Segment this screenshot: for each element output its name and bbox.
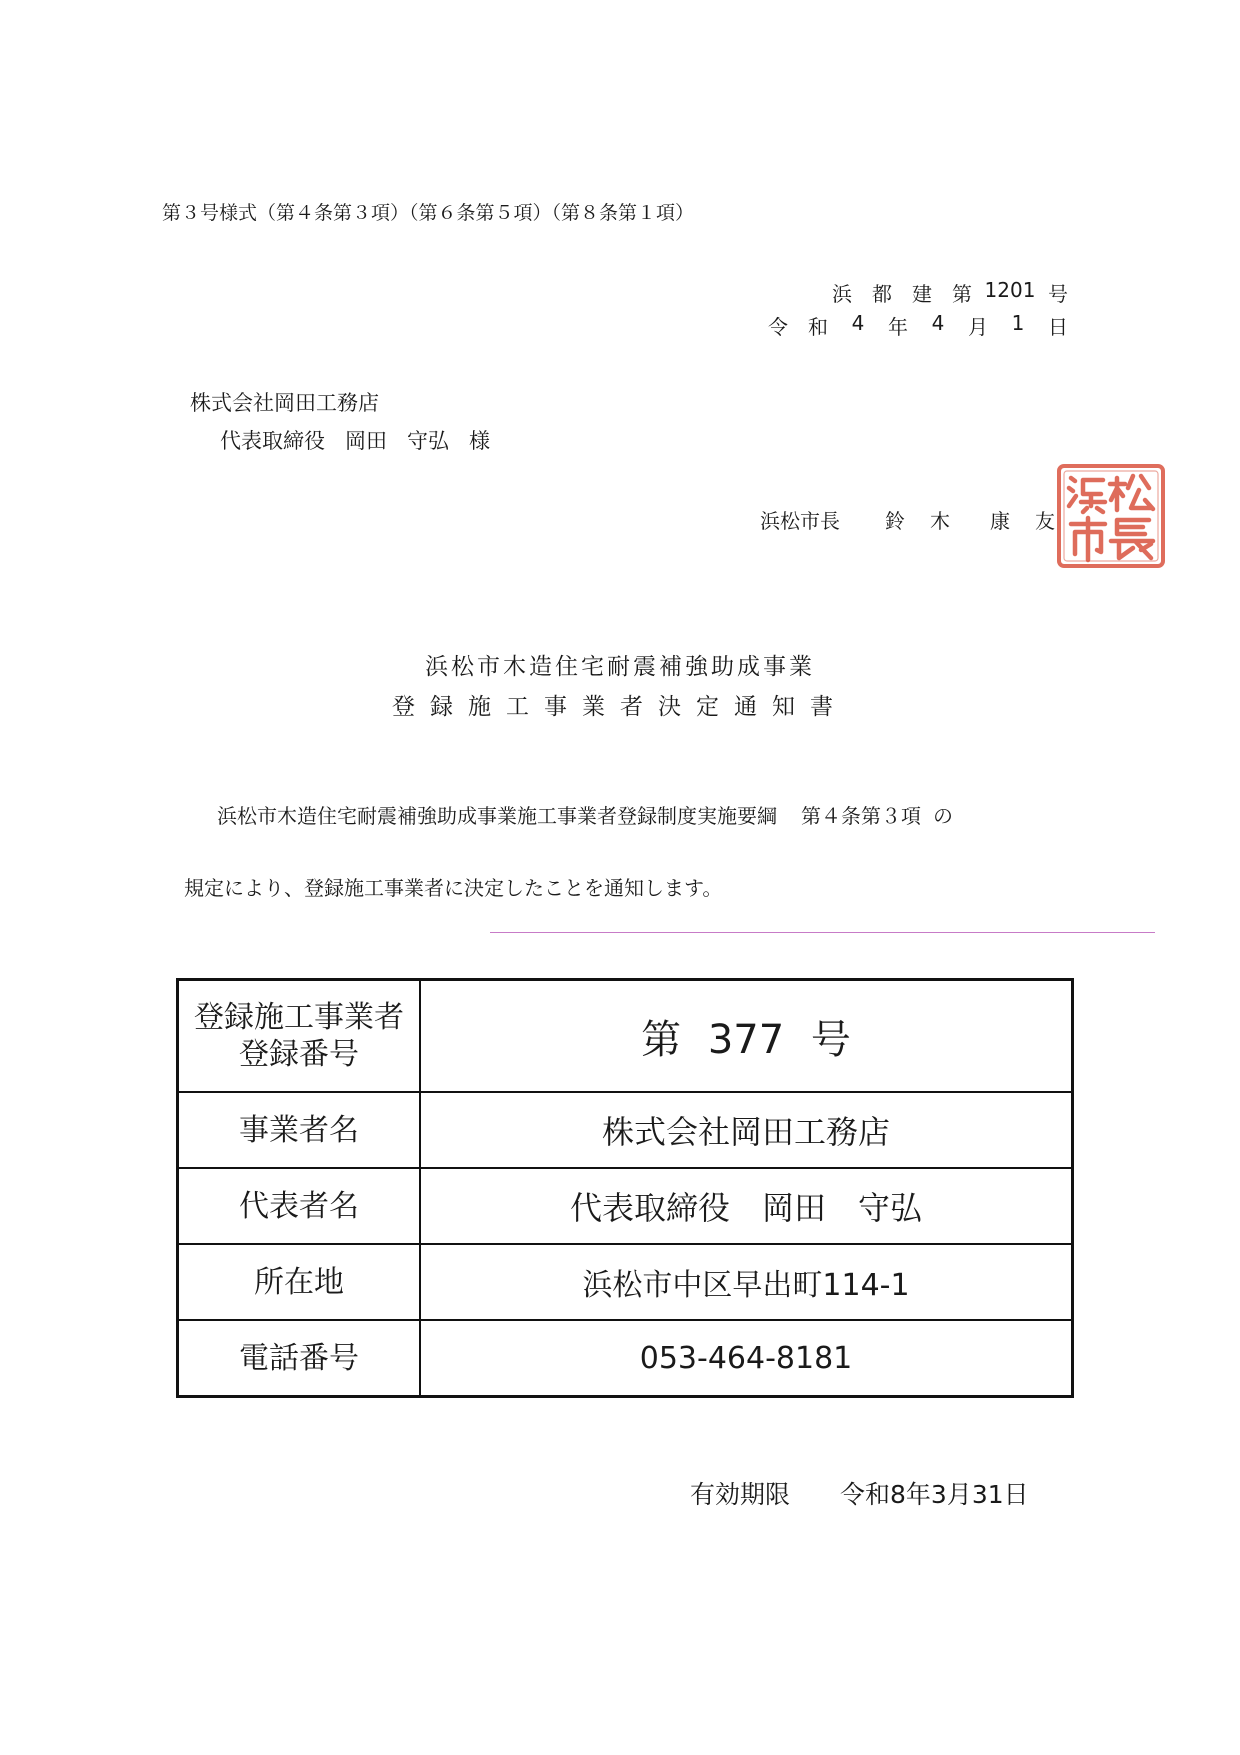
doc-date-part: 日 [1048,315,1068,339]
doc-date-part: 月 [968,315,988,339]
addressee-company: 株式会社岡田工務店 [190,391,379,415]
representative-family-name: 岡田 [761,1189,826,1227]
document-number [822,278,1078,307]
registration-table [176,978,1074,1398]
body-text-line-1 [217,800,953,829]
doc-number-part: 1201 [984,278,1036,302]
validity-period [690,1475,1029,1511]
doc-date-part: 4 [931,311,945,335]
issuer-name-char: 友 [1035,509,1055,533]
representative-label: 代表者名 [178,1168,421,1244]
issuer-name-char: 康 [990,509,1010,533]
label-line: 登録施工事業者 [194,1000,404,1035]
body-article-ref: 第４条第３項 [801,804,921,828]
doc-date-part: 令 [768,315,788,339]
doc-number-part: 号 [1048,282,1068,306]
company-name-value: 株式会社岡田工務店 [420,1092,1073,1168]
doc-number-part: 浜 [832,282,852,306]
table-row [178,1320,1073,1397]
separator-line [490,932,1155,933]
issuer-position: 浜松市長 [760,509,840,533]
body-text-line-2: 規定により、登録施工事業者に決定したことを通知します。 [184,876,723,900]
doc-number-part: 建 [912,282,932,306]
doc-number-part: 都 [872,282,892,306]
doc-date-part: 和 [808,315,828,339]
doc-date-part: 4 [851,311,865,335]
registration-number-value: 第 377 号 [420,980,1073,1093]
validity-label: 有効期限 [690,1480,791,1509]
validity-date: 令和8年3月31日 [840,1480,1029,1509]
phone-value: 053-464-8181 [420,1320,1073,1397]
addressee-honorific: 様 [469,429,490,453]
addressee-representative [220,425,490,455]
body-particle: の [933,804,953,828]
address-value: 浜松市中区早出町114-1 [420,1244,1073,1320]
table-row [178,1092,1073,1168]
representative-title: 代表取締役 [569,1189,730,1227]
representative-given-name: 守弘 [858,1189,923,1227]
document-title-line-2: 登録施工事業者決定通知書 [392,694,848,720]
addressee-title: 代表取締役 [220,429,325,453]
representative-value [420,1168,1073,1244]
label-line: 登録番号 [239,1037,359,1072]
addressee-given-name: 守弘 [407,429,449,453]
doc-number-part: 第 [952,282,972,306]
table-row [178,1244,1073,1320]
address-label: 所在地 [178,1244,421,1320]
doc-date-part: 年 [888,315,908,339]
phone-label: 電話番号 [178,1320,421,1397]
issuer [760,505,1055,534]
issuer-name-char: 鈴 [885,509,905,533]
issuer-name-char: 木 [930,509,950,533]
company-name-label: 事業者名 [178,1092,421,1168]
registration-number-label [178,980,421,1093]
doc-date-part: 1 [1011,311,1025,335]
document-title-line-1: 浜松市木造住宅耐震補強助成事業 [425,654,815,680]
official-seal [1055,462,1167,570]
table-row [178,980,1073,1093]
addressee-family-name: 岡田 [345,429,387,453]
document-date [758,311,1078,340]
body-regulation-name: 浜松市木造住宅耐震補強助成事業施工事業者登録制度実施要綱 [217,804,777,828]
table-row [178,1168,1073,1244]
form-label: 第３号様式（第４条第３項）（第６条第５項）（第８条第１項） [162,202,695,224]
